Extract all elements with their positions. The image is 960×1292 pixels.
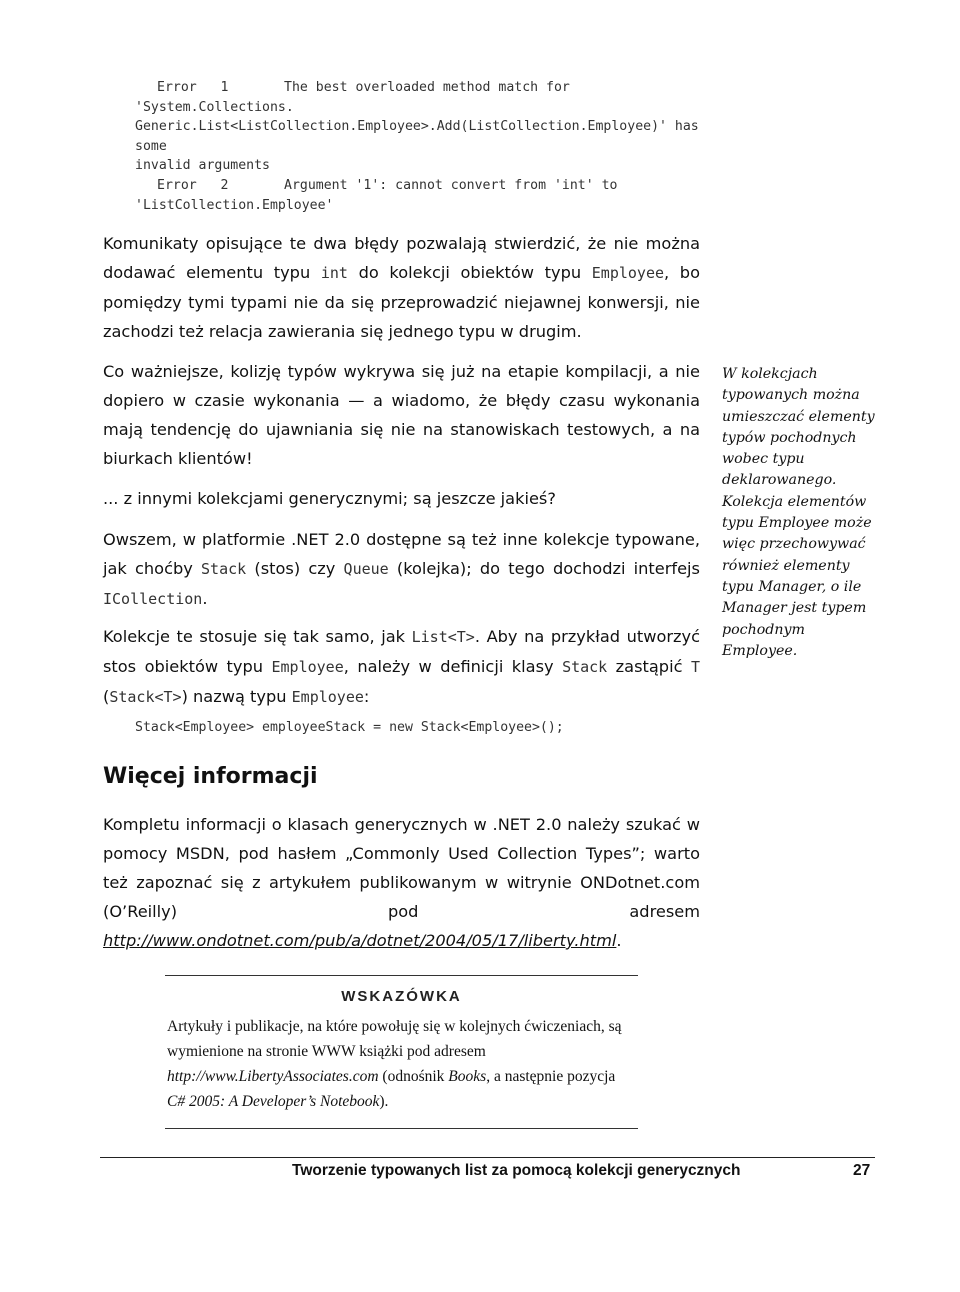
code-t: T xyxy=(690,658,700,676)
tip-divider-bottom xyxy=(165,1128,638,1129)
footer-divider xyxy=(100,1157,875,1158)
text: Owszem, w platformie .NET 2.0 dostępne są też inne kolekcje typowane, jak choćby xyxy=(103,530,700,578)
books-label: Books xyxy=(448,1068,487,1085)
text: Kompletu informacji o klasach generycznych w .NET 2.0 należy szukać w pomocy MSDN, pod hasłem „Commonly Used Collection Types”; warto też zapoznać się z artykułem publikowanym w witrynie ONDotnet.com (O’Reilly) pod adresem xyxy=(103,815,700,921)
code-stack: Stack xyxy=(201,560,247,578)
text: . xyxy=(202,589,208,608)
text: zastąpić xyxy=(607,657,691,676)
code-int: int xyxy=(320,264,348,282)
paragraph-compile-time: Co ważniejsze, kolizję typów wykrywa się już na etapie kompilacji, a nie dopiero w czasie wykonania — a wiadomo, że błędy czasu wykonania mają tendencję do ujawniania się nie na stanowiskach testowych, a na biurkach klientów! xyxy=(103,362,700,468)
paragraph-other-collections xyxy=(103,525,700,614)
code-icollection: ICollection xyxy=(103,590,203,608)
error-line: invalid arguments xyxy=(135,158,270,174)
code-list-t: List<T> xyxy=(411,628,475,646)
article-link[interactable]: http://www.ondotnet.com/pub/a/dotnet/2004/05/17/liberty.html xyxy=(103,931,617,950)
text: (odnośnik xyxy=(378,1068,449,1085)
text: ). xyxy=(379,1093,389,1110)
text: . xyxy=(616,931,622,950)
tip-url-link[interactable]: http://www.LibertyAssociates.com xyxy=(167,1068,379,1085)
book-title: C# 2005: A Developer’s Notebook xyxy=(167,1093,380,1110)
text: do kolekcji obiektów typu xyxy=(347,263,592,282)
text: , a następnie pozycja xyxy=(486,1068,616,1085)
text: (kolejka); do tego dochodzi interfejs xyxy=(388,559,700,578)
page-number: 27 xyxy=(853,1162,871,1179)
code-stack: Stack xyxy=(562,658,608,676)
text: Kolekcje te stosuje się tak samo, jak xyxy=(103,627,412,646)
error-line: Error 2 Argument '1': cannot convert from 'int' to xyxy=(157,177,618,193)
error-line: Generic.List<ListCollection.Employee>.Add(ListCollection.Employee)' has xyxy=(135,119,699,135)
tip-divider-top xyxy=(165,975,638,976)
code-employee: Employee xyxy=(591,264,665,282)
compiler-error-output xyxy=(135,78,705,215)
code-employee: Employee xyxy=(271,658,344,676)
error-line: some xyxy=(135,138,167,154)
footer-chapter-title: Tworzenie typowanych list za pomocą kolekcji generycznych xyxy=(292,1162,741,1179)
tip-body xyxy=(167,1014,637,1114)
text: : xyxy=(363,687,370,706)
error-line: Error 1 The best overloaded method match for xyxy=(157,80,570,95)
section-heading: Więcej informacji xyxy=(103,764,318,789)
paragraph-error-explanation xyxy=(103,229,700,346)
paragraph-more-info xyxy=(103,810,700,955)
text: Komunikaty opisujące te dwa błędy pozwalają stwierdzić, że nie można dodawać elementu typu xyxy=(103,234,700,282)
code-queue: Queue xyxy=(343,560,389,578)
tip-title: WSKAZÓWKA xyxy=(341,988,462,1005)
question-heading: ... z innymi kolekcjami generycznymi; są jeszcze jakieś? xyxy=(103,489,556,508)
text: , należy w definicji klasy xyxy=(343,657,563,676)
text: ( xyxy=(103,687,110,706)
code-stack-t: Stack<T> xyxy=(109,688,182,706)
text: ) nazwą typu xyxy=(181,687,292,706)
text: (stos) czy xyxy=(246,559,344,578)
code-employee: Employee xyxy=(291,688,364,706)
code-example: Stack<Employee> employeeStack = new Stack<Employee>(); xyxy=(135,720,564,735)
paragraph-usage xyxy=(103,622,700,712)
text: . Aby na przykład utworzyć stos obiektów typu xyxy=(103,627,700,676)
text: Artykuły i publikacje, na które powołuję się w kolejnych ćwiczeniach, są wymienione na stronie WWW książki pod adresem xyxy=(167,1018,622,1060)
error-line: 'ListCollection.Employee' xyxy=(135,197,334,213)
error-line: 'System.Collections. xyxy=(135,99,294,115)
text: , bo pomiędzy tymi typami nie da się przeprowadzić niejawnej konwersji, nie zachodzi też relacja zawierania się jednego typu w drugim. xyxy=(103,263,700,341)
margin-note: W kolekcjach typowanych można umieszczać elementy typów pochodnych wobec typu deklarowanego. Kolekcja elementów typu Employee może więc przechowywać również elementy typu Manager, o ile Manager jest typem pochodnym Employee. xyxy=(722,366,875,659)
